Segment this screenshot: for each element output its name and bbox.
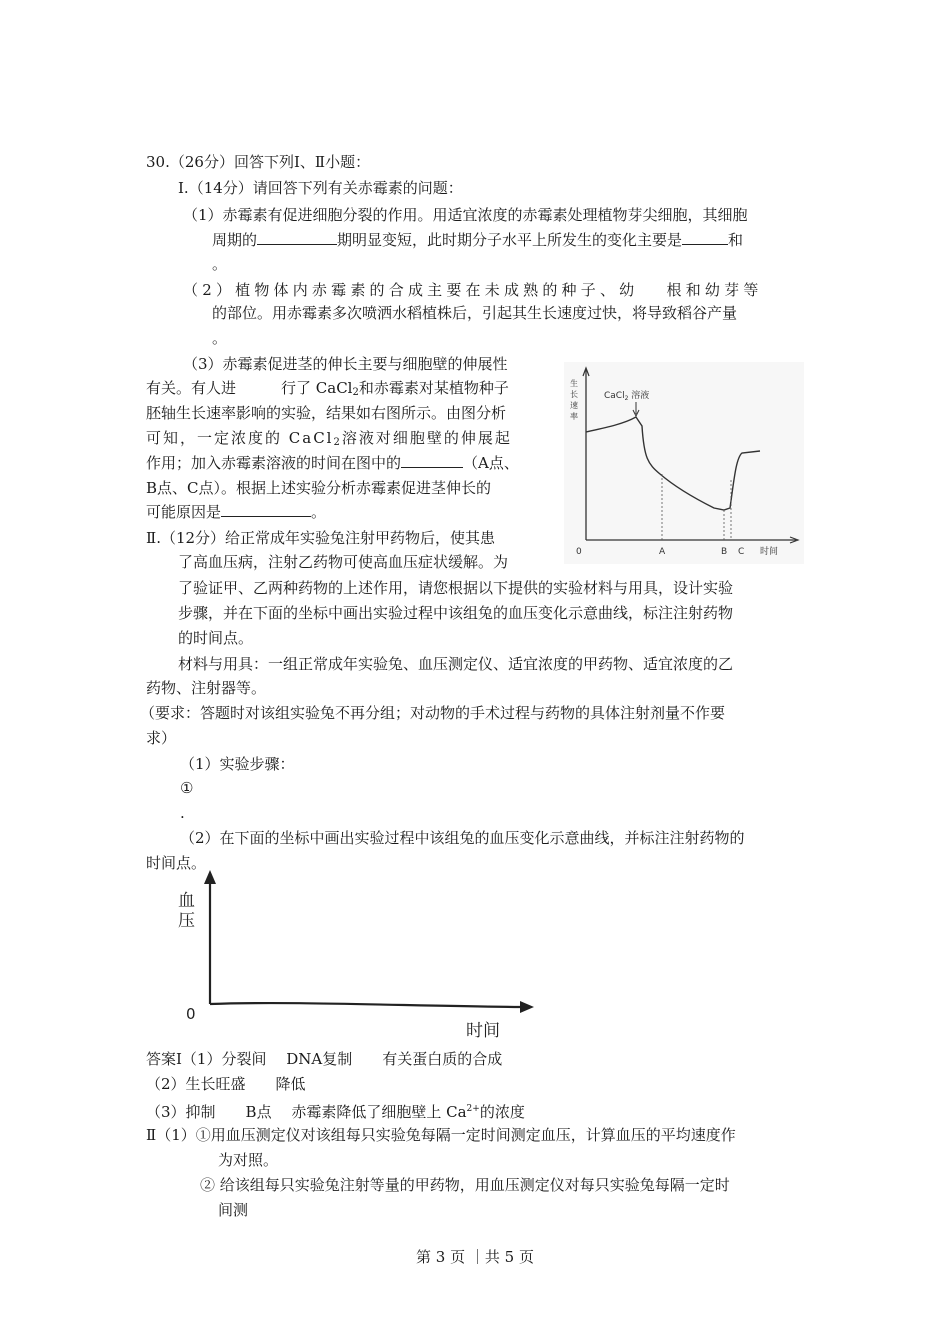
bp-x-axis-label: 时间	[466, 1021, 500, 1041]
p3-line3: 胚轴生长速率影响的实验，结果如右图所示。由图分析	[146, 404, 507, 422]
answer-blank-reason[interactable]	[221, 502, 311, 517]
ylabel-char-1: 生	[570, 379, 578, 388]
q2-line2: 时间点。	[146, 854, 207, 872]
part2-line5: 的时间点。	[178, 629, 254, 647]
answer-blank-phase[interactable]	[257, 230, 337, 245]
part2-line2: 了高血压病，注射乙药物可使高血压症状缓解。为	[178, 553, 509, 571]
p3-line5-a: 作用；加入赤霉素溶液的时间在图中的	[146, 454, 402, 472]
p3-line4-b: 溶液对细胞壁的伸展起	[341, 429, 512, 447]
subscript-2: 2	[333, 437, 342, 448]
materials-line2: 药物、注射器等。	[146, 679, 267, 697]
answer-line7: 间测	[218, 1201, 249, 1219]
p1-line2	[212, 230, 743, 250]
p3-line7	[146, 502, 326, 522]
part1-header: Ⅰ.（14分）请回答下列有关赤霉素的问题：	[178, 179, 463, 197]
point-b-label: B	[721, 547, 728, 557]
x-axis-label: 时间	[760, 547, 779, 557]
materials-line1: 材料与用具：一组正常成年实验兔、血压测定仪、适宜浓度的甲药物、适宜浓度的乙	[178, 655, 734, 673]
p2-line2: 的部位。用赤霉素多次喷洒水稻植株后，引起其生长速度过快，将导致稻谷产量	[212, 304, 738, 322]
p3-line4-a: 可知，一定浓度的 CaCl	[146, 429, 334, 447]
ca-superscript: 2+	[466, 1104, 480, 1114]
p2-line1: （2）植物体内赤霉素的合成主要在未成熟的种子、幼 根和幼芽等	[183, 281, 763, 299]
p2-line3: 。	[212, 329, 228, 347]
answer-line5: 为对照。	[218, 1151, 279, 1169]
origin-label: 0	[576, 547, 582, 557]
answer-blank-change1[interactable]	[682, 230, 728, 245]
step-dot: .	[180, 804, 185, 822]
bp-ylabel-char-1: 血	[178, 891, 195, 911]
p3-line1: （3）赤霉素促进茎的伸长主要与细胞壁的伸展性	[183, 355, 508, 373]
p1-line1: （1）赤霉素有促进细胞分裂的作用。用适宜浓度的赤霉素处理植物芽尖细胞，其细胞	[183, 206, 748, 224]
bp-x-axis-arrow	[520, 1001, 534, 1013]
p1-line2-a: 周期的	[212, 231, 258, 249]
p3-line5-b: （A点、	[463, 454, 519, 472]
p1-line3: 。	[212, 255, 228, 273]
requirements-line2: 求）	[146, 729, 177, 747]
bp-origin-label: 0	[186, 1005, 196, 1023]
requirements-line1: （要求：答题时对该组实验兔不再分组；对动物的手术过程与药物的具体注射剂量不作要	[140, 704, 726, 722]
answer-line3-a: （3）抑制 B点 赤霉素降低了细胞壁上 Ca	[146, 1103, 467, 1121]
ylabel-char-3: 速	[570, 401, 578, 410]
p3-line6: B点、C点）。根据上述实验分析赤霉素促进茎伸长的	[146, 479, 492, 497]
bp-x-axis	[210, 1003, 520, 1007]
answer-line1: 答案Ⅰ（1）分裂间 DNA复制 有关蛋白质的合成	[146, 1050, 503, 1068]
p3-line4	[146, 428, 512, 453]
growth-rate-figure	[564, 362, 804, 564]
p1-line2-b: 期明显变短，此时期分子水平上所发生的变化主要是	[337, 231, 683, 249]
subscript-2: 2	[352, 387, 359, 398]
answer-line3	[146, 1099, 525, 1122]
bp-ylabel-char-2: 压	[178, 911, 195, 931]
ylabel-char-2: 长	[570, 390, 578, 399]
point-c-label: C	[738, 547, 745, 557]
answer-line2: （2）生长旺盛 降低	[146, 1075, 306, 1093]
p3-line5	[146, 453, 519, 473]
cacl2-annotation: CaCl$_2$ 溶液	[604, 391, 650, 402]
answer-line4: Ⅱ（1）①用血压测定仪对该组每只实验兔每隔一定时间测定血压，计算血压的平均速度作	[146, 1126, 736, 1144]
blood-pressure-axes	[170, 868, 550, 1048]
step-header: （1）实验步骤：	[180, 755, 295, 773]
q2-line1: （2）在下面的坐标中画出实验过程中该组兔的血压变化示意曲线，并标注注射药物的	[180, 829, 745, 847]
p3-line2-b: 和赤霉素对某植物种子	[358, 379, 509, 397]
p3-line2-a: 有关。有人进 行了 CaCl	[146, 379, 353, 397]
p3-line7-b: 。	[311, 503, 327, 521]
p1-line2-c: 和	[728, 231, 744, 249]
part2-line1: Ⅱ.（12分）给正常成年实验兔注射甲药物后，使其患	[146, 529, 496, 547]
point-a-label: A	[659, 547, 666, 557]
step-1-marker: ①	[180, 779, 194, 797]
p3-line7-a: 可能原因是	[146, 503, 222, 521]
answer-line3-b: 的浓度	[479, 1103, 525, 1121]
part2-line3: 了验证甲、乙两种药物的上述作用，请您根据以下提供的实验材料与用具，设计实验	[178, 579, 734, 597]
question-header: 30.（26分）回答下列Ⅰ、Ⅱ小题：	[146, 153, 371, 171]
p3-line2	[146, 378, 509, 403]
answer-blank-point[interactable]	[401, 453, 463, 468]
bp-y-axis-arrow	[204, 870, 216, 884]
answer-line6: ② 给该组每只实验兔注射等量的甲药物，用血压测定仪对每只实验兔每隔一定时	[200, 1176, 730, 1194]
page-footer: 第 3 页 ｜共 5 页	[416, 1248, 534, 1266]
ylabel-char-4: 率	[570, 412, 578, 421]
part2-line4: 步骤，并在下面的坐标中画出实验过程中该组兔的血压变化示意曲线，标注注射药物	[178, 604, 734, 622]
